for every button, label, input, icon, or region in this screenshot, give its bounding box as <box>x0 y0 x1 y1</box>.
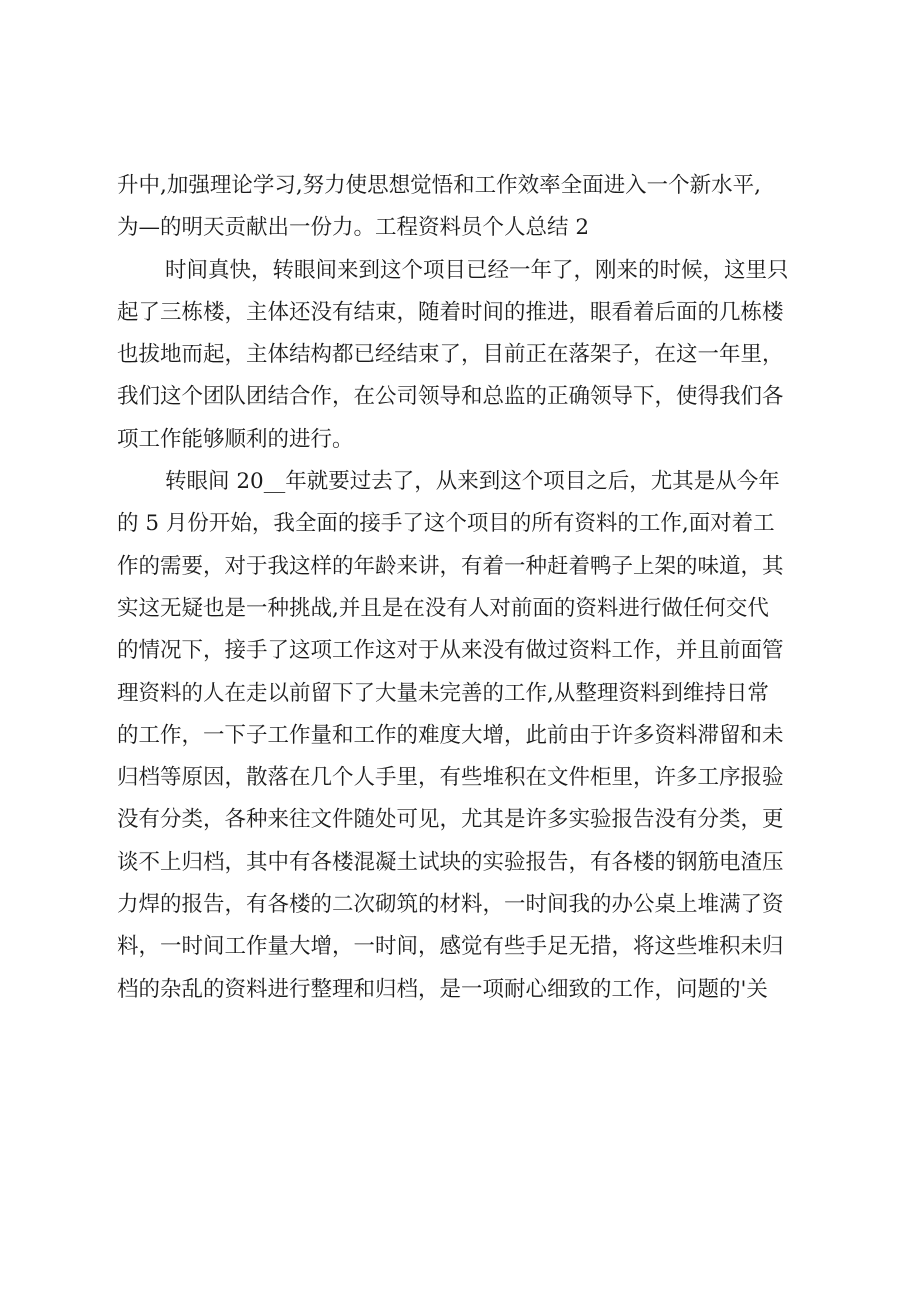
text-line: 料，一时间工作量大增，一时间，感觉有些手足无措，将这些堆积未归 <box>117 934 784 960</box>
text-line: 的工作，一下子工作量和工作的难度大增，此前由于许多资料滞留和未 <box>117 722 784 748</box>
document-body <box>117 165 827 1011</box>
text-line: 项工作能够顺利的进行。 <box>117 426 354 452</box>
text-line: 力焊的报告，有各楼的二次砌筑的材料，一时间我的办公桌上堆满了资 <box>117 892 784 918</box>
text-line: 没有分类，各种来往文件随处可见，尤其是许多实验报告没有分类，更 <box>117 807 784 833</box>
text-line: 的情况下，接手了这项工作这对于从来没有做过资料工作，并且前面管 <box>117 638 784 664</box>
text-line: 也拔地而起，主体结构都已经结束了，目前正在落架子，在这一年里， <box>117 342 784 368</box>
text-line: 谈不上归档，其中有各楼混凝土试块的实验报告，有各楼的钢筋电渣压 <box>117 849 784 875</box>
text-line: 的 5 月份开始，我全面的接手了这个项目的所有资料的工作,面对着工 <box>117 511 775 537</box>
paragraph-start-line: 时间真快，转眼间来到这个项目已经一年了，刚来的时候，这里只 <box>165 257 789 283</box>
text-line: 归档等原因，散落在几个人手里，有些堆积在文件柜里，许多工序报验 <box>117 765 784 791</box>
paragraph-start-line: 转眼间 20__年就要过去了，从来到这个项目之后，尤其是从今年 <box>165 469 780 495</box>
text-line: 为—的明天贡献出一份力。工程资料员个人总结 2 <box>117 215 590 241</box>
text-line: 升中,加强理论学习,努力使思想觉悟和工作效率全面进入一个新水平, <box>117 173 762 198</box>
text-line: 档的杂乱的资料进行整理和归档，是一项耐心细致的工作，问题的'关 <box>117 976 768 1002</box>
text-line: 起了三栋楼，主体还没有结束，随着时间的推进，眼看着后面的几栋楼 <box>117 299 784 325</box>
text-line: 理资料的人在走以前留下了大量未完善的工作,从整理资料到维持日常 <box>117 680 769 706</box>
text-line: 实这无疑也是一种挑战,并且是在没有人对前面的资料进行做任何交代 <box>117 595 769 621</box>
text-line: 作的需要，对于我这样的年龄来讲，有着一种赶着鸭子上架的味道，其 <box>117 553 784 579</box>
text-line: 我们这个团队团结合作，在公司领导和总监的正确领导下，使得我们各 <box>117 384 784 410</box>
